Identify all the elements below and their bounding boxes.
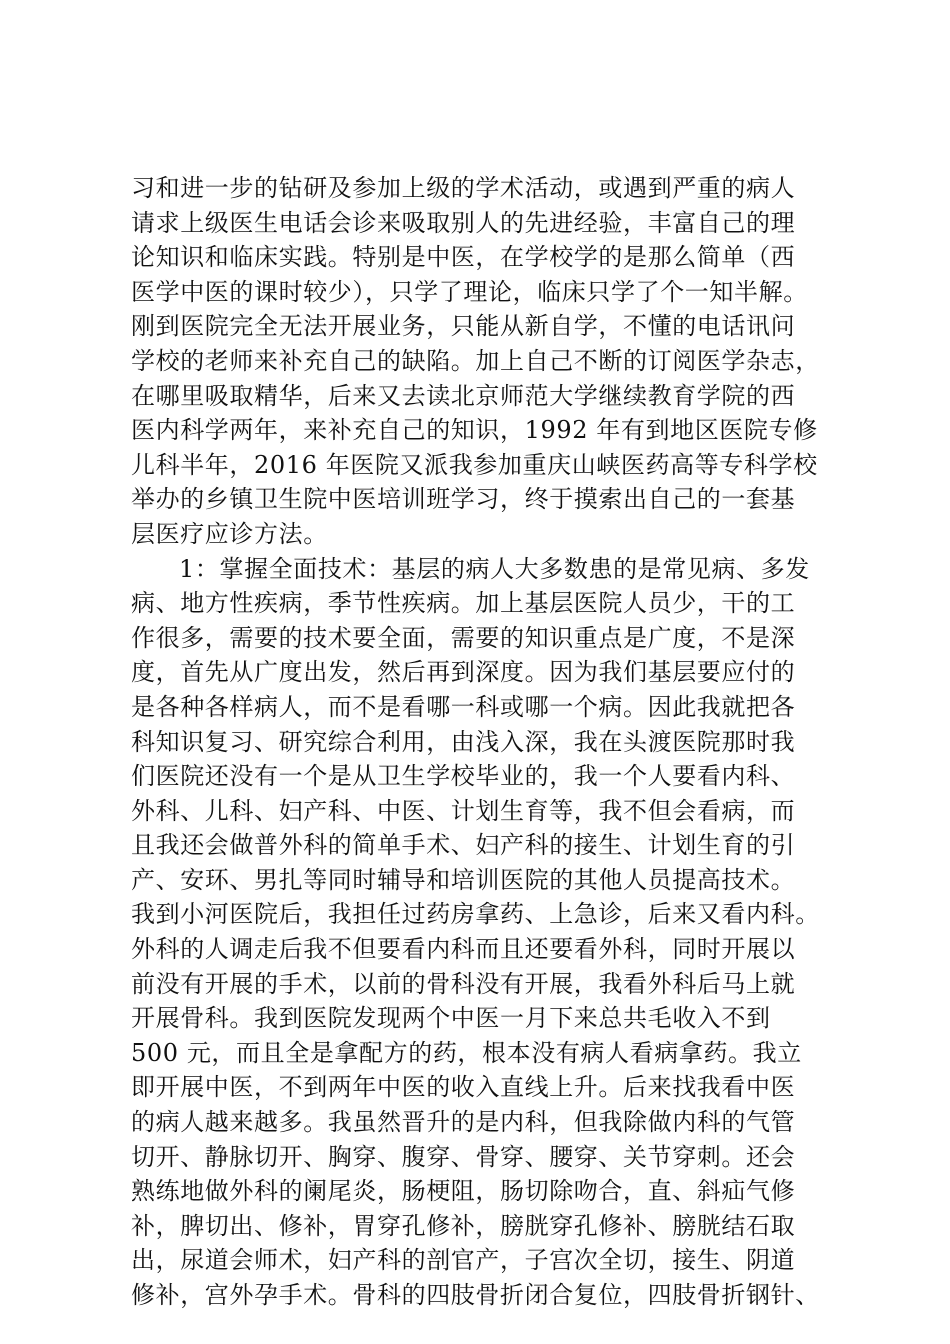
text-line: 们医院还没有一个是从卫生学校毕业的，我一个人要看内科、 [131,762,796,791]
text-line: 外科、儿科、妇产科、中医、计划生育等，我不但会看病，而 [131,796,796,825]
text-line: 层医疗应诊方法。 [131,519,328,548]
text-line: 在哪里吸取精华，后来又去读北京师范大学继续教育学院的西 [131,381,796,410]
text-line: 且我还会做普外科的简单手术、妇产科的接生、计划生育的引 [131,831,796,860]
text-line: 习和进一步的钻研及参加上级的学术活动，或遇到严重的病人 [131,174,796,202]
text-line: 熟练地做外科的阑尾炎，肠梗阻，肠切除吻合，直、斜疝气修 [131,1177,796,1206]
text-line: 病、地方性疾病，季节性疾病。加上基层医院人员少，干的工 [131,589,796,618]
text-line: 请求上级医生电话会诊来吸取别人的先进经验，丰富自己的理 [131,208,796,237]
text-line: 产、安环、男扎等同时辅导和培训医院的其他人员提高技术。 [131,865,796,894]
text-line: 学校的老师来补充自己的缺陷。加上自己不断的订阅医学杂志， [131,346,820,375]
text-line: 刚到医院完全无法开展业务，只能从新自学，不懂的电话讯问 [131,312,796,341]
text-line: 度，首先从广度出发，然后再到深度。因为我们基层要应付的 [131,658,796,687]
text-line: 修补，宫外孕手术。骨科的四肢骨折闭合复位，四肢骨折钢针、 [131,1281,820,1309]
text-line: 举办的乡镇卫生院中医培训班学习，终于摸索出自己的一套基 [131,485,796,514]
text-line: 开展骨科。我到医院发现两个中医一月下来总共毛收入不到 [131,1004,771,1033]
text-line: 外科的人调走后我不但要看内科而且还要看外科，同时开展以 [131,935,796,964]
text-line: 科知识复习、研究综合利用，由浅入深，我在头渡医院那时我 [131,727,796,756]
text-line: 我到小河医院后，我担任过药房拿药、上急诊，后来又看内科。 [131,900,820,929]
text-line: 医内科学两年，来补充自己的知识，1992 年有到地区医院专修 [131,416,818,445]
body-text [131,171,851,1313]
text-line: 切开、静脉切开、胸穿、腹穿、骨穿、腰穿、关节穿刺。还会 [131,1142,796,1171]
text-line: 即开展中医，不到两年中医的收入直线上升。后来找我看中医 [131,1073,796,1102]
text-line: 的病人越来越多。我虽然晋升的是内科，但我除做内科的气管 [131,1108,796,1137]
paragraph-start-line: 1：掌握全面技术：基层的病人大多数患的是常见病、多发 [179,554,810,583]
text-line: 医学中医的课时较少），只学了理论，临床只学了个一知半解。 [131,277,808,306]
text-line: 作很多，需要的技术要全面，需要的知识重点是广度，不是深 [131,623,796,652]
text-line: 论知识和临床实践。特别是中医，在学校学的是那么简单（西 [131,243,796,272]
text-line: 出，尿道会师术，妇产科的剖官产，子宫次全切，接生、阴道 [131,1246,796,1275]
text-line: 补，脾切出、修补，胃穿孔修补，膀胱穿孔修补、膀胱结石取 [131,1211,796,1240]
text-line: 儿科半年，2016 年医院又派我参加重庆山峡医药高等专科学校 [131,450,818,479]
text-line: 前没有开展的手术，以前的骨科没有开展，我看外科后马上就 [131,969,796,998]
text-line: 500 元，而且全是拿配方的药，根本没有病人看病拿药。我立 [131,1038,802,1067]
text-line: 是各种各样病人，而不是看哪一科或哪一个病。因此我就把各 [131,692,796,721]
